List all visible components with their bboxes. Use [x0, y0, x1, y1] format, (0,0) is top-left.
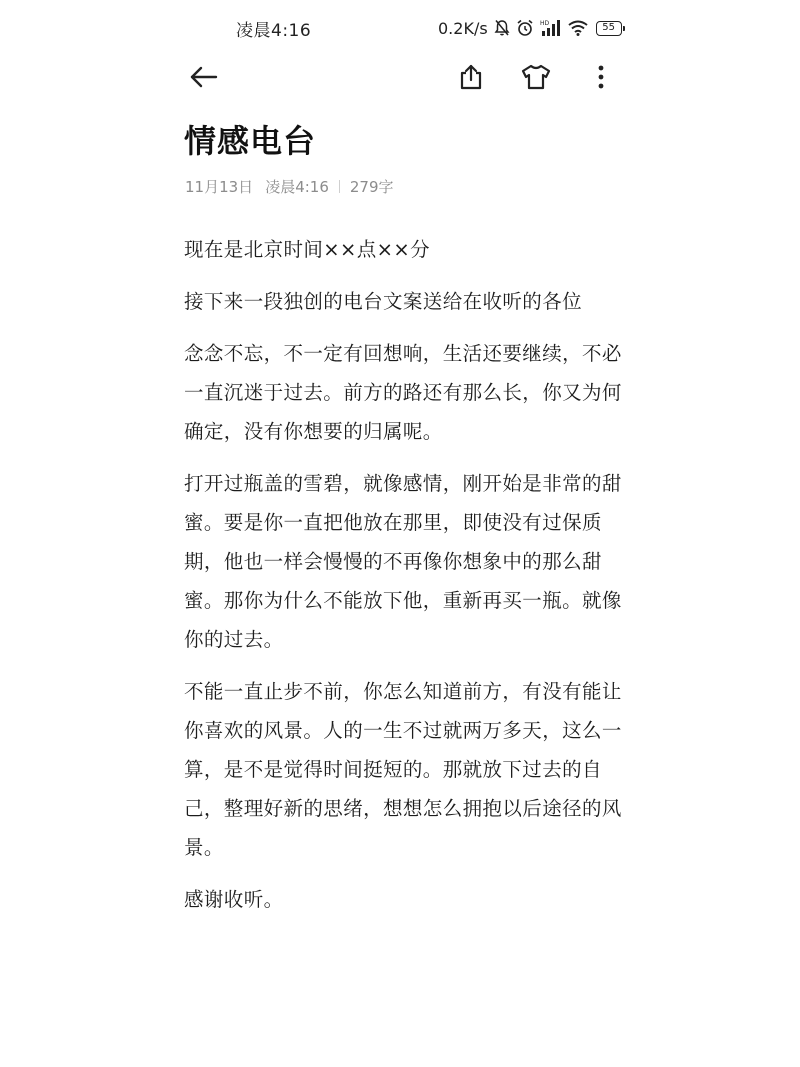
theme-button[interactable] — [519, 60, 553, 94]
note-toolbar — [0, 56, 800, 100]
status-time: 凌晨4:16 — [236, 21, 312, 41]
back-arrow-icon — [188, 65, 218, 89]
share-icon — [458, 63, 484, 91]
note-paragraph: 念念不忘，不一定有回想响，生活还要继续，不必一直沉迷于过去。前方的路还有那么长，你又为何确定，没有你想要的归属呢。 — [184, 342, 622, 443]
note-paragraph: 打开过瓶盖的雪碧，就像感情，刚开始是非常的甜蜜。要是你一直把他放在那里，即使没有过保质期，他也一样会慢慢的不再像你想象中的那么甜蜜。那你为什么不能放下他，重新再买一瓶。就像你的过去。 — [184, 472, 622, 651]
note-title: 情感电台 — [184, 122, 317, 160]
note-time: 凌晨4:16 — [265, 178, 329, 196]
network-speed: 0.2K/s — [438, 18, 488, 38]
more-button[interactable] — [584, 60, 618, 94]
note-paragraph: 接下来一段独创的电台文案送给在收听的各位 — [184, 290, 583, 313]
note-body[interactable] — [184, 230, 624, 932]
mute-bell-icon — [494, 19, 510, 37]
note-date: 11月13日 — [185, 178, 254, 196]
note-paragraph: 感谢收听。 — [184, 888, 284, 911]
back-button[interactable] — [186, 60, 220, 94]
battery-icon — [596, 21, 622, 36]
wifi-icon — [568, 20, 588, 36]
svg-text:HD: HD — [539, 20, 549, 27]
status-bar — [0, 0, 800, 56]
status-indicators — [438, 14, 622, 42]
note-paragraph: 现在是北京时间××点××分 — [184, 238, 431, 261]
hd-signal-icon — [540, 19, 562, 37]
note-meta — [185, 176, 394, 197]
share-button[interactable] — [454, 60, 488, 94]
meta-divider — [339, 180, 340, 193]
more-vertical-icon — [596, 64, 606, 90]
note-paragraph: 不能一直止步不前，你怎么知道前方，有没有能让你喜欢的风景。人的一生不过就两万多天，这么一算，是不是觉得时间挺短的。那就放下过去的自己，整理好新的思绪，想想怎么拥抱以后途径的风景。 — [184, 680, 622, 859]
theme-shirt-icon — [521, 63, 551, 91]
alarm-icon — [516, 19, 534, 37]
battery-level: 55 — [602, 21, 616, 33]
note-word-count: 279字 — [349, 178, 394, 196]
